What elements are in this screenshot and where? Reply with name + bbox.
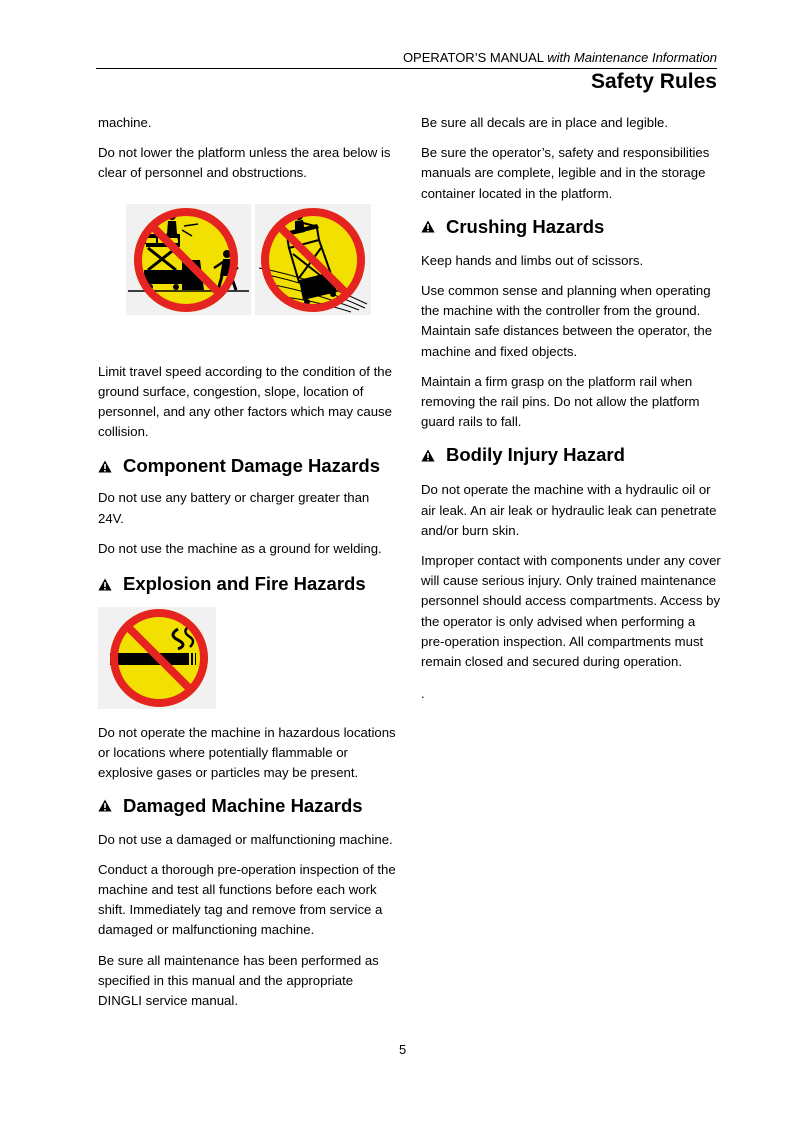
running-header [403, 50, 717, 65]
paragraph: Do not operate the machine in hazardous locations or locations where potentially flammable or explosive gases or particles may be present. [98, 725, 396, 781]
heading-text: Explosion and Fire Hazards [123, 573, 366, 595]
section-heading [421, 215, 721, 239]
no-travel-on-slope-icon [255, 204, 371, 315]
heading-text: Component Damage Hazards [123, 455, 380, 477]
no-smoking-icon [98, 607, 216, 709]
paragraph: Do not operate the machine with a hydraulic oil or air leak. An air leak or hydraulic leak can penetrate and/or burn skin. [421, 482, 717, 538]
paragraph: machine. [98, 115, 152, 130]
manual-subtitle: with Maintenance Information [547, 50, 717, 65]
paragraph: Do not use any battery or charger greater than 24V. [98, 490, 370, 526]
trailing-mark: . [421, 686, 425, 702]
paragraph: Do not use a damaged or malfunctioning machine. [98, 831, 393, 847]
warning-icon [98, 578, 112, 591]
paragraph: Limit travel speed according to the condition of the ground surface, congestion, slope, location of personnel, and any other factors which may cause collision. [98, 363, 392, 440]
section-heading [421, 443, 721, 467]
heading-text: Crushing Hazards [446, 215, 605, 237]
paragraph: Maintain a firm grasp on the platform rail when removing the rail pins. Do not allow the platform guard rails to fall. [421, 373, 700, 430]
warning-icon [421, 220, 435, 233]
page-number: 5 [399, 1042, 407, 1057]
section-heading [98, 572, 398, 596]
paragraph: Do not use the machine as a ground for welding. [98, 540, 382, 556]
section-heading [98, 794, 398, 818]
warning-icon [421, 449, 435, 462]
heading-text: Damaged Machine Hazards [123, 794, 363, 816]
paragraph: Conduct a thorough pre-operation inspection of the machine and test all functions before each work shift. Immediately tag and remove from service a damaged or malfunctioning machine. [98, 861, 396, 938]
right-column [421, 113, 721, 714]
prohibition-figures [98, 194, 398, 348]
heading-text: Bodily Injury Hazard [446, 444, 625, 466]
paragraph: Be sure the operator’s, safety and responsibilities manuals are complete, legible and in the storage container located in the platform. [421, 145, 710, 201]
paragraph: Do not lower the platform unless the area below is clear of personnel and obstructions. [98, 145, 391, 181]
section-heading [98, 454, 398, 478]
paragraph: Be sure all decals are in place and legible. [421, 115, 669, 130]
paragraph: Be sure all maintenance has been performed as specified in this manual and the appropriate DINGLI service manual. [98, 952, 379, 1009]
page-title: Safety Rules [590, 70, 717, 93]
manual-title: OPERATOR’S MANUAL [402, 50, 544, 65]
paragraph: Keep hands and limbs out of scissors. [421, 252, 644, 268]
warning-icon [98, 799, 112, 812]
paragraph: Improper contact with components under any cover will cause serious injury. Only trained maintenance personnel should access compartments. Access by the operator is only advised when performing a pre-operation inspection. All compartments must remain closed and secured during operation. [421, 553, 721, 670]
warning-icon [98, 460, 112, 473]
header-divider [96, 68, 717, 69]
no-smoking-figure [98, 607, 398, 723]
paragraph: Use common sense and planning when operating the machine with the controller from the ground. Maintain safe distances between the operator, the machine and fixed objects. [421, 283, 713, 359]
left-column [98, 113, 398, 1021]
no-lowering-onto-people-icon [126, 204, 251, 315]
